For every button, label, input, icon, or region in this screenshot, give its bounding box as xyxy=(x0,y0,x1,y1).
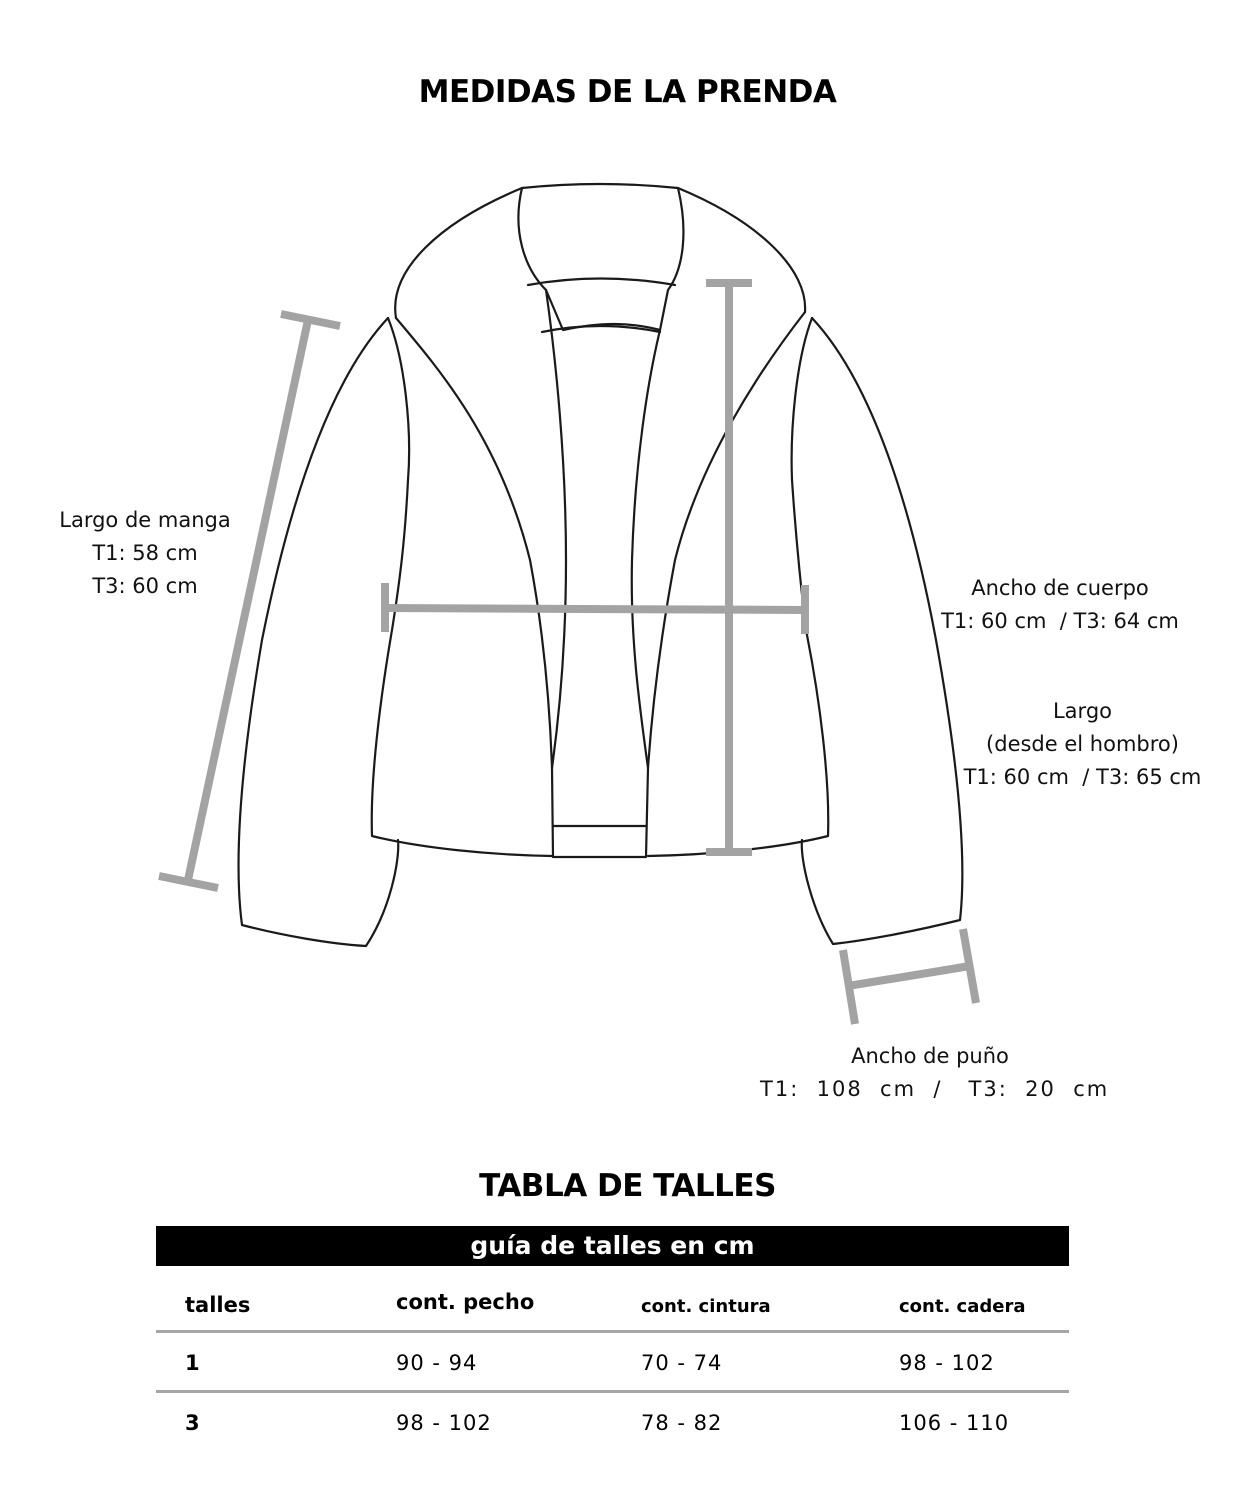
body-length-values: T1: 60 cm / T3: 65 cm xyxy=(963,765,1202,789)
cuff-width-values: T1: 108 cm / T3: 20 cm xyxy=(760,1077,1110,1101)
body-length-subtitle: (desde el hombro) xyxy=(986,732,1179,756)
cintura-cell: 70 - 74 xyxy=(641,1351,723,1375)
body-left xyxy=(372,318,552,856)
header-talles: talles xyxy=(185,1293,251,1317)
body-width-label xyxy=(920,572,1200,638)
pecho-cell: 90 - 94 xyxy=(396,1351,478,1375)
table-row xyxy=(156,1390,1069,1450)
cuff-width-title: Ancho de puño xyxy=(851,1044,1009,1068)
cintura-cell: 78 - 82 xyxy=(641,1411,723,1435)
body-width-values: T1: 60 cm / T3: 64 cm xyxy=(941,609,1179,633)
sleeve-length-t1: T1: 58 cm xyxy=(92,541,198,565)
hood-seam-1 xyxy=(528,279,675,286)
sleeve-length-label xyxy=(40,504,250,603)
left-sleeve xyxy=(239,318,399,946)
header-cintura: cont. cintura xyxy=(641,1296,771,1317)
hem-band xyxy=(552,768,648,857)
right-lapel-inner xyxy=(632,330,660,768)
sleeve-length-t3: T3: 60 cm xyxy=(92,574,198,598)
left-lapel xyxy=(396,318,552,768)
body-length-label xyxy=(945,695,1220,794)
measure-lines xyxy=(159,283,976,1024)
sleeve-length-title: Largo de manga xyxy=(59,508,231,532)
pecho-cell: 98 - 102 xyxy=(396,1411,492,1435)
body-width-title: Ancho de cuerpo xyxy=(971,576,1149,600)
size-table-banner: guía de talles en cm xyxy=(156,1226,1069,1266)
hood-inner xyxy=(518,188,683,330)
page-title: MEDIDAS DE LA PRENDA xyxy=(418,74,837,110)
size-table-title: TABLA DE TALLES xyxy=(479,1168,776,1204)
size-table-header xyxy=(156,1266,1069,1330)
header-pecho: cont. pecho xyxy=(396,1290,535,1314)
cuff-width-label xyxy=(760,1040,1110,1106)
body-length-title: Largo xyxy=(1052,699,1112,723)
hood-outline xyxy=(395,184,805,318)
cuff-measure-line xyxy=(848,966,970,986)
cadera-cell: 106 - 110 xyxy=(899,1411,1010,1435)
cadera-cell: 98 - 102 xyxy=(899,1351,995,1375)
size-table xyxy=(156,1226,1069,1450)
header-cadera: cont. cadera xyxy=(899,1296,1026,1317)
size-cell: 3 xyxy=(185,1411,201,1435)
jacket-outline xyxy=(239,184,963,946)
width-measure-line xyxy=(385,608,805,610)
size-cell: 1 xyxy=(185,1351,201,1375)
table-row xyxy=(156,1330,1069,1390)
